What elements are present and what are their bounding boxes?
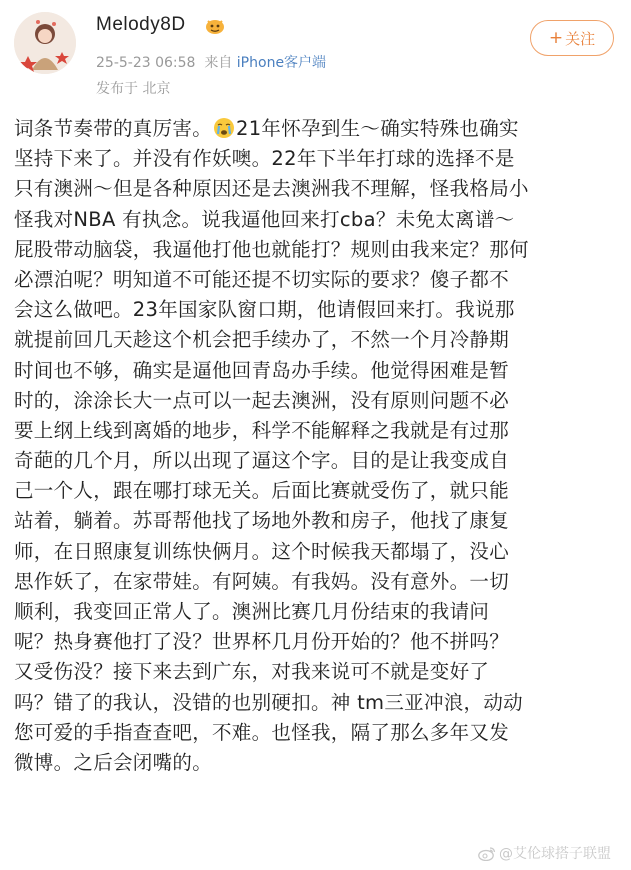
follow-button[interactable] [530, 20, 614, 56]
post-line: 就提前回几天趁这个机会把手续办了，不然一个月冷静期 [14, 328, 510, 352]
username[interactable]: Melody8D [96, 14, 186, 35]
post-line: 您可爱的手指查查吧，不难。也怪我，隔了那么多年又发 [14, 720, 510, 744]
post-datetime: 25-5-23 06:58 [96, 55, 196, 71]
post-line: 时的，涂涂长大一点可以一起去澳洲，没有原则问题不必 [14, 388, 510, 412]
post-line: 会这么做吧。23年国家队窗口期，他请假回来打。我说那 [14, 298, 515, 322]
post-line: 奇葩的几个月，所以出现了逼这个字。目的是让我变成自 [14, 449, 510, 473]
post-meta [96, 52, 326, 72]
post-line: 站着，躺着。苏哥帮他找了场地外教和房子，他找了康复 [14, 509, 510, 533]
post-line: 师，在日照康复训练快俩月。这个时候我天都塌了，没心 [14, 539, 510, 563]
post-line: 呢？热身赛他打了没？世界杯几月份开始的？他不拼吗？ [14, 630, 510, 654]
post-line: 微博。之后会闭嘴的。 [14, 750, 213, 774]
watermark [478, 843, 611, 863]
post-header [0, 0, 631, 110]
post-line: 必漂泊呢？明知道不可能还提不切实际的要求？傻子都不 [14, 267, 510, 291]
post-line: 吗？错了的我认，没错的也别硬扣。神 tm三亚冲浪，动动 [14, 690, 523, 714]
post-line [14, 778, 614, 808]
post-body [14, 114, 614, 808]
weibo-logo-icon [478, 846, 496, 861]
post-line: 屁股带动脑袋，我逼他打他也就能打？规则由我来定？那何 [14, 237, 529, 261]
avatar[interactable] [14, 12, 76, 74]
post-line: 又受伤没？接下来去到广东，对我来说可不就是变好了 [14, 660, 490, 684]
post-line: 只有澳洲～但是各种原因还是去澳洲我不理解，怪我格局小 [14, 177, 529, 201]
post-line: 怪我对NBA 有执念。说我逼他回来打cba？未免太离谱～ [14, 207, 515, 231]
post-line: 坚持下来了。并没有作妖噢。22年下半年打球的选择不是 [14, 147, 515, 171]
plus-icon: + [548, 28, 564, 48]
watermark-text: @艾伦球搭子联盟 [499, 846, 611, 862]
crying-face-icon [213, 117, 235, 139]
post-line: 词条节奏带的真厉害。 21年怀孕到生～确实特殊也确实 [14, 117, 519, 140]
source-prefix: 来自 [204, 55, 233, 71]
post-line: 要上纲上线到离婚的地步，科学不能解释之我就是有过那 [14, 418, 510, 442]
post-line: 己一个人，跟在哪打球无关。后面比赛就受伤了，就只能 [14, 479, 510, 503]
vip-badge-icon [205, 17, 225, 35]
post-line: 顺利，我变回正常人了。澳洲比赛几月份结束的我请问 [14, 600, 490, 623]
client-link[interactable]: iPhone客户端 [236, 55, 327, 71]
post-line: 时间也不够，确实是逼他回青岛办手续。他觉得困难是暂 [14, 358, 510, 382]
post-line: 思作妖了，在家带娃。有阿姨。有我妈。没有意外。一切 [14, 569, 510, 593]
follow-label: 关注 [565, 29, 596, 48]
post-location: 发布于 北京 [96, 81, 171, 97]
avatar-illustration [14, 12, 76, 74]
